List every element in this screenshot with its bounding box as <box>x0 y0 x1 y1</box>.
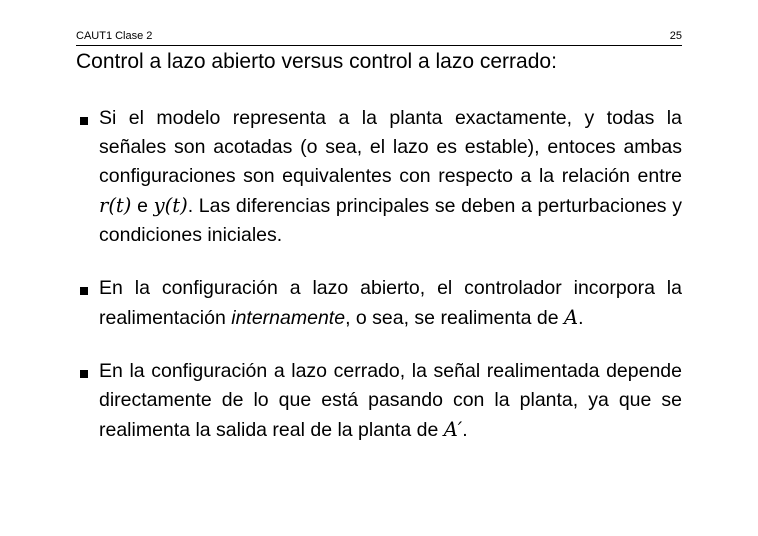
text-segment: e <box>131 195 154 217</box>
emphasis-text: internamente <box>231 307 346 329</box>
bullet-text <box>99 274 682 333</box>
math-A-prime: A′ <box>443 418 463 441</box>
bullet-item-closed-loop <box>76 357 682 445</box>
bullet-square-icon <box>80 117 88 125</box>
text-segment: En la configuración a lazo cerrado, la señal realimentada depende directamente de lo que está pasando con la planta, ya que se realimenta la salida real de la planta de <box>99 360 682 441</box>
header-rule <box>76 45 682 46</box>
page-number: 25 <box>669 30 682 42</box>
text-segment: Si el modelo representa a la planta exactamente, y todas la señales son acotadas (o sea, el lazo es estable), entoces ambas configuraciones son equivalentes con respecto a la relación entre <box>99 107 682 187</box>
bullet-item-equivalence <box>76 104 682 250</box>
slide-header <box>76 30 682 43</box>
bullet-item-open-loop <box>76 274 682 333</box>
text-segment: . <box>578 307 584 329</box>
math-y-of-t: y(t) <box>153 194 188 217</box>
course-label: CAUT1 Clase 2 <box>76 30 153 42</box>
bullet-text <box>99 104 682 250</box>
math-r-of-t: r(t) <box>99 194 132 217</box>
bullet-square-icon <box>80 287 88 295</box>
bullet-square-icon <box>80 370 88 378</box>
math-A: A <box>564 306 579 329</box>
text-segment: En la configuración a lazo abierto, el controlador incorpora la realimentación <box>99 277 682 329</box>
slide-title: Control a lazo abierto versus control a lazo cerrado: <box>76 50 557 73</box>
bullet-list <box>76 104 682 469</box>
text-segment: , o sea, se realimenta de <box>345 307 565 329</box>
text-segment: . <box>462 419 468 441</box>
bullet-text <box>99 357 682 445</box>
text-segment: . Las diferencias principales se deben a perturbaciones y condiciones iniciales. <box>99 195 682 246</box>
